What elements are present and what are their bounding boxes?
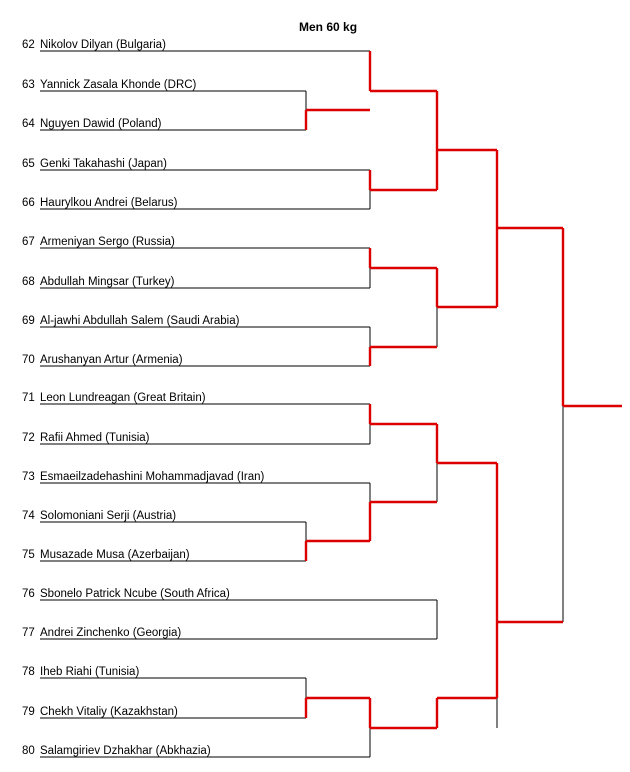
competitor-name: Genki Takahashi (Japan) bbox=[40, 158, 167, 170]
competitor-name: Arushanyan Artur (Armenia) bbox=[40, 354, 183, 366]
competitor-name: Salamgiriev Dzhakhar (Abkhazia) bbox=[40, 745, 211, 757]
competitor-entry bbox=[22, 276, 175, 288]
competitor-entry bbox=[22, 315, 240, 327]
competitor-number: 78 bbox=[22, 666, 35, 678]
competitor-number: 79 bbox=[22, 706, 35, 718]
competitor-number: 67 bbox=[22, 236, 35, 248]
competitor-name: Sbonelo Patrick Ncube (South Africa) bbox=[40, 588, 230, 600]
competitor-name: Al-jawhi Abdullah Salem (Saudi Arabia) bbox=[40, 315, 240, 327]
competitor-entry bbox=[22, 158, 167, 170]
competitor-name: Yannick Zasala Khonde (DRC) bbox=[40, 79, 197, 91]
competitor-number: 71 bbox=[22, 392, 35, 404]
competitor-number: 62 bbox=[22, 39, 35, 51]
competitor-entry bbox=[22, 471, 265, 483]
competitor-name: Rafii Ahmed (Tunisia) bbox=[40, 432, 150, 444]
competitor-entry bbox=[22, 588, 230, 600]
competitor-number: 75 bbox=[22, 549, 35, 561]
competitor-name: Iheb Riahi (Tunisia) bbox=[40, 666, 140, 678]
competitor-number: 69 bbox=[22, 315, 35, 327]
competitor-entry bbox=[22, 666, 139, 678]
competitor-entry bbox=[22, 745, 211, 757]
bracket-title: Men 60 kg bbox=[299, 20, 358, 34]
competitor-name: Chekh Vitaliy (Kazakhstan) bbox=[40, 706, 178, 718]
bracket-connectors bbox=[40, 51, 622, 757]
competitor-entry bbox=[22, 510, 176, 522]
competitor-entry bbox=[22, 354, 183, 366]
competitor-number: 77 bbox=[22, 627, 35, 639]
competitor-name: Leon Lundreagan (Great Britain) bbox=[40, 392, 206, 404]
competitor-name: Abdullah Mingsar (Turkey) bbox=[40, 276, 175, 288]
competitor-number: 68 bbox=[22, 276, 35, 288]
competitor-number: 66 bbox=[22, 197, 35, 209]
competitor-number: 70 bbox=[22, 354, 35, 366]
competitor-entry bbox=[22, 392, 206, 404]
competitor-entry bbox=[22, 627, 181, 639]
competitor-entry bbox=[22, 236, 175, 248]
competitor-name: Esmaeilzadehashini Mohammadjavad (Iran) bbox=[40, 471, 265, 483]
competitor-entry bbox=[22, 549, 190, 561]
competitor-name: Nikolov Dilyan (Bulgaria) bbox=[40, 39, 166, 51]
competitor-list bbox=[22, 39, 265, 757]
competitor-entry bbox=[22, 197, 178, 209]
competitor-name: Musazade Musa (Azerbaijan) bbox=[40, 549, 190, 561]
competitor-name: Andrei Zinchenko (Georgia) bbox=[40, 627, 182, 639]
competitor-entry bbox=[22, 79, 197, 91]
competitor-number: 80 bbox=[22, 745, 35, 757]
competitor-entry bbox=[22, 118, 162, 130]
competitor-number: 63 bbox=[22, 79, 35, 91]
competitor-name: Solomoniani Serji (Austria) bbox=[40, 510, 177, 522]
competitor-entry bbox=[22, 39, 166, 51]
competitor-number: 76 bbox=[22, 588, 35, 600]
competitor-number: 72 bbox=[22, 432, 35, 444]
competitor-number: 65 bbox=[22, 158, 35, 170]
competitor-entry bbox=[22, 706, 178, 718]
competitor-name: Haurylkou Andrei (Belarus) bbox=[40, 197, 178, 209]
competitor-number: 73 bbox=[22, 471, 35, 483]
competitor-name: Nguyen Dawid (Poland) bbox=[40, 118, 162, 130]
competitor-entry bbox=[22, 432, 150, 444]
competitor-number: 74 bbox=[22, 510, 35, 522]
competitor-name: Armeniyan Sergo (Russia) bbox=[40, 236, 175, 248]
competitor-number: 64 bbox=[22, 118, 35, 130]
